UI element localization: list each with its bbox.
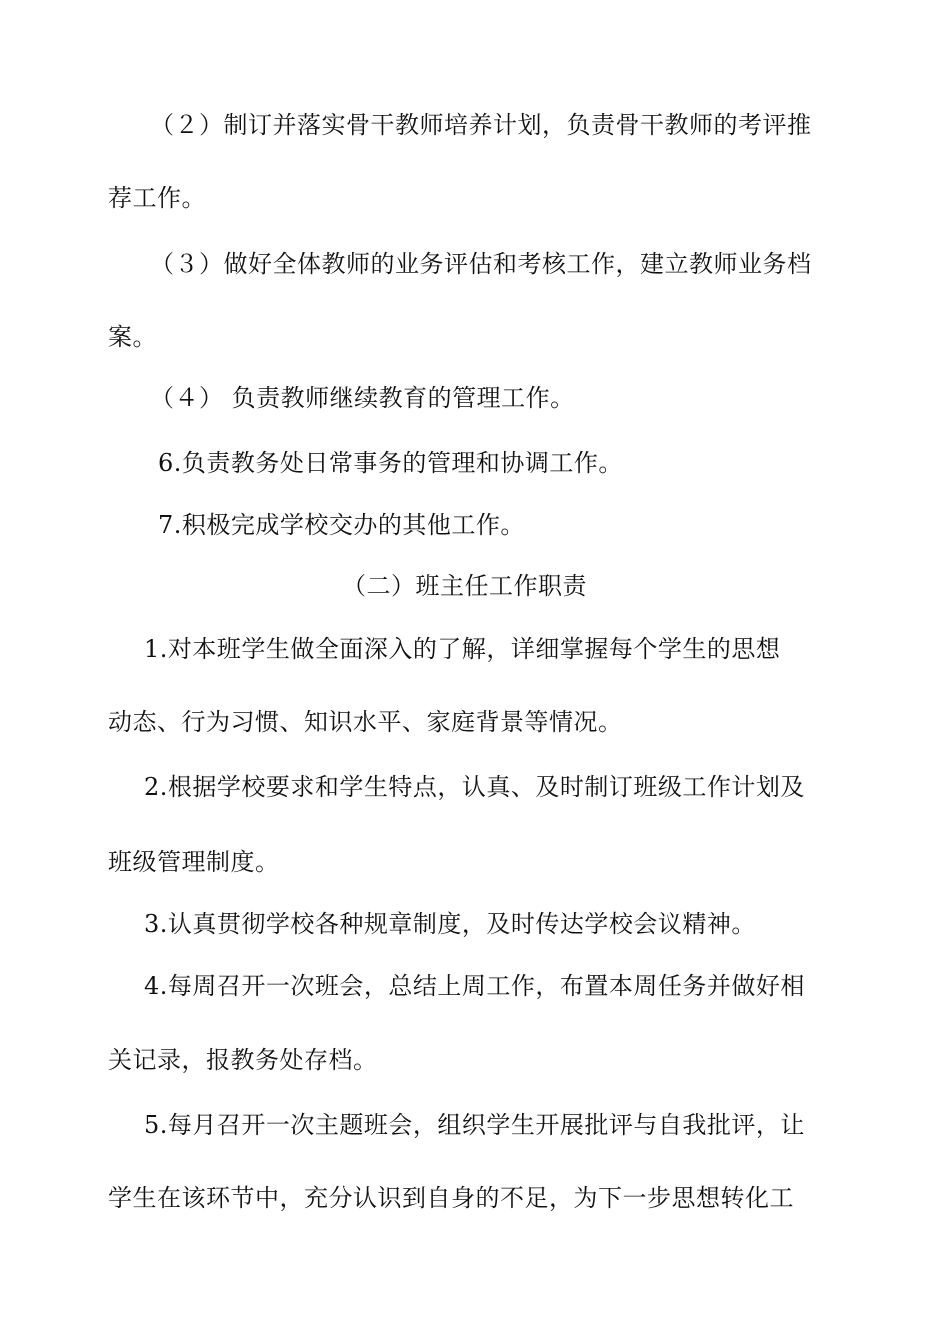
text-line: （２）制订并落实骨干教师培养计划，负责骨干教师的考评推 [150, 111, 812, 139]
text-line: 学生在该环节中，充分认识到自身的不足，为下一步思想转化工 [108, 1184, 794, 1212]
text-line: 3.认真贯彻学校各种规章制度，及时传达学校会议精神。 [144, 910, 756, 938]
text-line: 1.对本班学生做全面深入的了解，详细掌握每个学生的思想 [144, 635, 781, 663]
text-line: 6.负责教务处日常事务的管理和协调工作。 [158, 449, 623, 477]
text-line: 5.每月召开一次主题班会，组织学生开展批评与自我批评，让 [144, 1111, 805, 1139]
text-line: 关记录，报教务处存档。 [108, 1046, 378, 1074]
section-heading: （二）班主任工作职责 [342, 572, 587, 600]
text-line: 2.根据学校要求和学生特点，认真、及时制订班级工作计划及 [144, 773, 805, 801]
text-line: （３）做好全体教师的业务评估和考核工作，建立教师业务档 [150, 250, 812, 278]
text-line: 7.积极完成学校交办的其他工作。 [158, 511, 525, 539]
text-line: 动态、行为习惯、知识水平、家庭背景等情况。 [108, 708, 623, 736]
text-line: 案。 [108, 323, 157, 351]
text-line: （４） 负责教师继续教育的管理工作。 [150, 384, 575, 412]
text-line: 班级管理制度。 [108, 848, 280, 876]
text-line: 荐工作。 [108, 184, 206, 212]
text-line: 4.每周召开一次班会，总结上周工作，布置本周任务并做好相 [144, 972, 805, 1000]
